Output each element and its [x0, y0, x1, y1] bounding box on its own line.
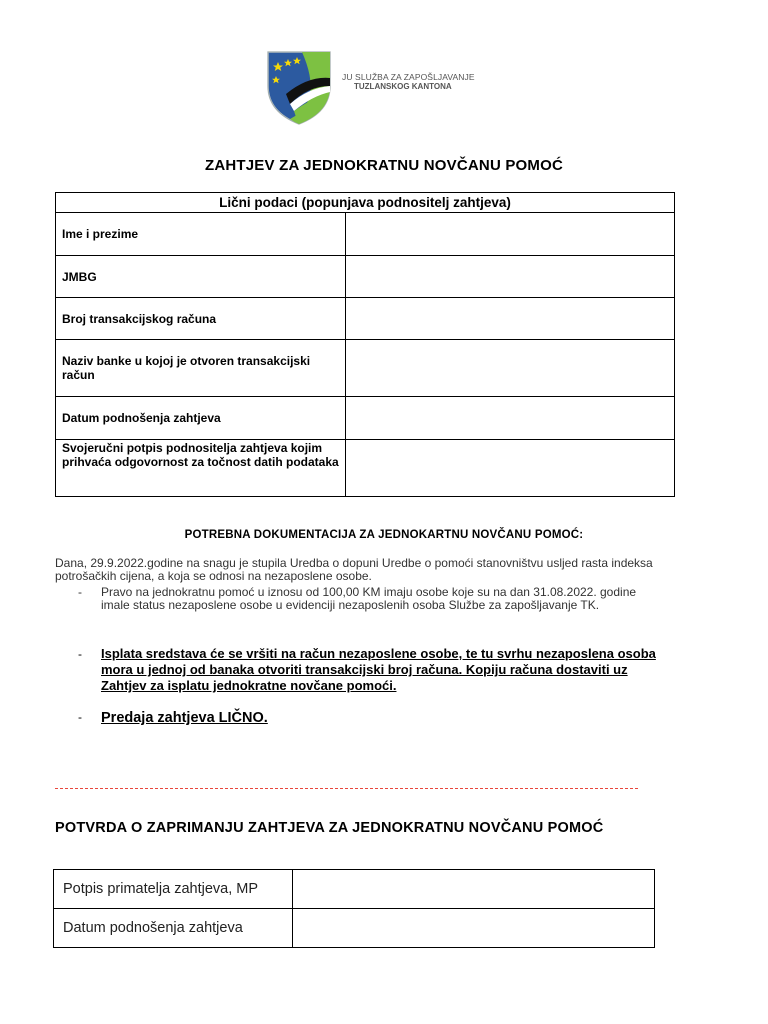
account-number-field[interactable] [346, 298, 675, 340]
receipt-date-field[interactable] [293, 909, 655, 948]
logo [252, 36, 488, 132]
receiver-signature-label: Potpis primatelja zahtjeva, MP [54, 870, 293, 909]
receipt-title: POTVRDA O ZAPRIMANJU ZAHTJEVA ZA JEDNOKRATNU NOVČANU POMOĆ [55, 820, 604, 836]
list-item-text: Predaja zahtjeva LIČNO. [101, 710, 268, 726]
page-title: ZAHTJEV ZA JEDNOKRATNU NOVČANU POMOĆ [204, 157, 564, 174]
name-label: Ime i prezime [56, 213, 346, 256]
documentation-intro: Dana, 29.9.2022.godine na snagu je stupila Uredba o dopuni Uredbe o pomoći stanovništvu usljed rasta indeksa potrošačkih cijena, a koja se odnosi na nezaposlene osobe. [55, 556, 653, 583]
bullet-dash: - [78, 710, 82, 724]
logo-line2: TUZLANSKOG KANTONA [354, 82, 452, 91]
name-field[interactable] [346, 213, 675, 256]
signature-label: Svojeručni potpis podnositelja zahtjeva kojim prihvaća odgovornost za točnost datih podataka [56, 440, 346, 497]
shield-emblem-icon [264, 46, 334, 126]
documentation-title: POTREBNA DOKUMENTACIJA ZA JEDNOKARTNU NOVČANU POMOĆ: [184, 529, 584, 541]
list-item-text: Isplata sredstava će se vršiti na račun nezaposlene osobe, te tu svrhu nezaposlena osoba mora u jednoj od banaka otvoriti transakcijski broj računa. Kopiju računa dostaviti uz Zahtjev za isplatu jednokratne novčane pomoći. [101, 646, 656, 693]
receiver-signature-field[interactable] [293, 870, 655, 909]
jmbg-field[interactable] [346, 256, 675, 298]
bullet-dash: - [78, 647, 82, 661]
signature-field[interactable] [346, 440, 675, 497]
personal-data-header: Lični podaci (popunjava podnositelj zahtjeva) [56, 193, 675, 213]
account-number-label: Broj transakcijskog računa [56, 298, 346, 340]
cut-line [55, 788, 638, 789]
bullet-dash: - [78, 585, 82, 599]
receipt-table [53, 869, 655, 948]
receipt-date-label: Datum podnošenja zahtjeva [54, 909, 293, 948]
bank-name-field[interactable] [346, 340, 675, 397]
submission-date-label: Datum podnošenja zahtjeva [56, 397, 346, 440]
jmbg-label: JMBG [56, 256, 346, 298]
list-item-text: Pravo na jednokratnu pomoć u iznosu od 100,00 KM imaju osobe koje su na dan 31.08.2022. godine imale status nezaposlene osobe u evidenciji nezaposlenih osoba Službe za zapošljavanje TK. [101, 585, 637, 612]
logo-line1: JU SLUŽBA ZA ZAPOŠLJAVANJE [342, 72, 475, 82]
personal-data-table [55, 192, 675, 497]
bank-name-label: Naziv banke u kojoj je otvoren transakcijski račun [56, 340, 346, 397]
submission-date-field[interactable] [346, 397, 675, 440]
